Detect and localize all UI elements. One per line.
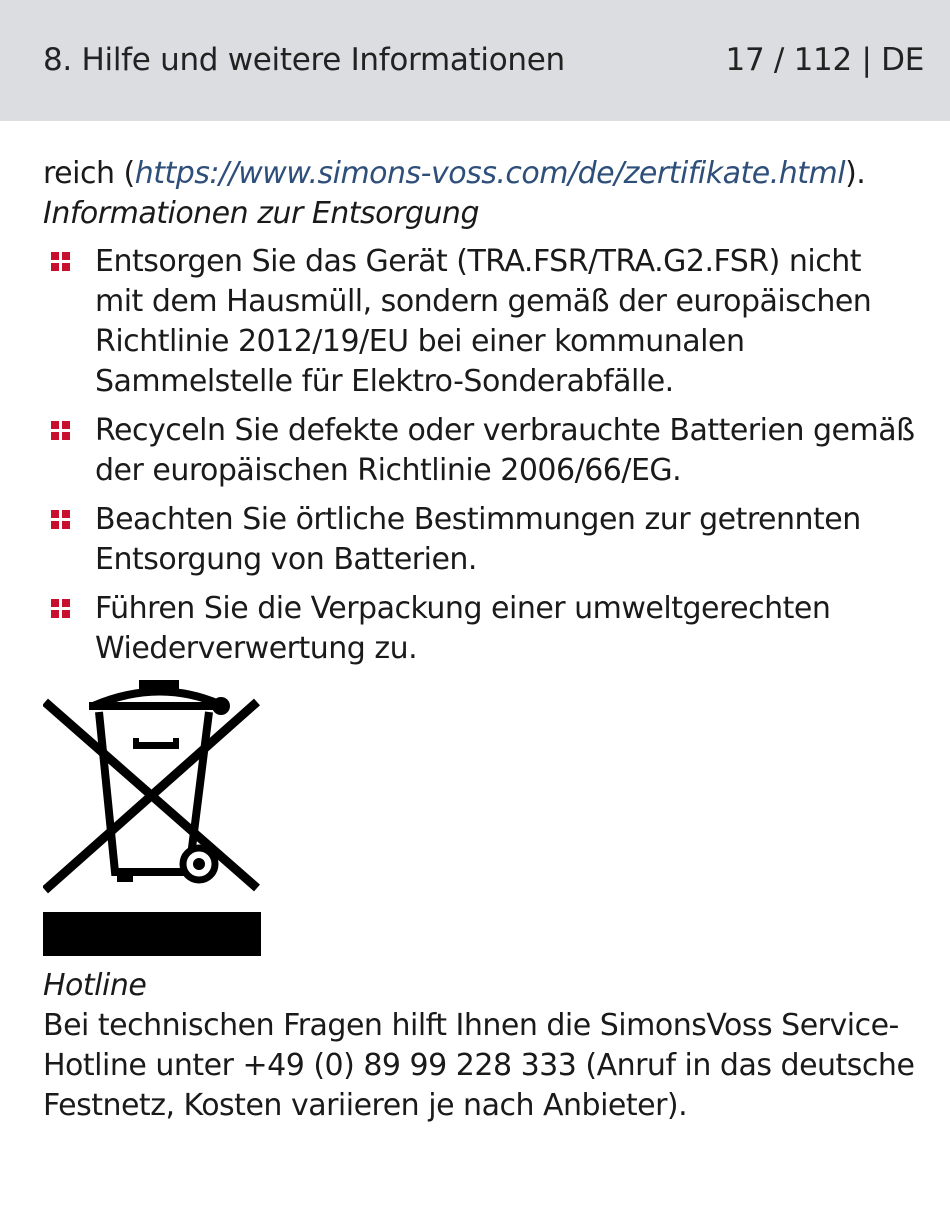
- intro-line: [43, 154, 933, 194]
- list-item-line: Entsorgung von Batterien.: [95, 542, 477, 577]
- section-title: 8. Hilfe und weitere Informationen: [43, 42, 565, 78]
- list-item: [43, 411, 933, 491]
- crossed-out-wheelie-bin-icon: [43, 678, 261, 956]
- disposal-list: [43, 242, 933, 669]
- list-item-line: Entsorgen Sie das Gerät (TRA.FSR/TRA.G2.FSR) nicht: [95, 244, 862, 279]
- bullet-icon: [51, 252, 71, 272]
- main-content: [43, 154, 933, 678]
- disposal-heading: Informationen zur Entsorgung: [43, 196, 479, 231]
- bullet-icon: [51, 510, 71, 530]
- hotline-line: Bei technischen Fragen hilft Ihnen die SimonsVoss Service-: [43, 1008, 899, 1043]
- list-item: [43, 500, 933, 580]
- intro-suffix: ).: [845, 156, 866, 191]
- list-item-line: Beachten Sie örtliche Bestimmungen zur getrennten: [95, 502, 861, 537]
- list-item-line: Recyceln Sie defekte oder verbrauchte Batterien gemäß: [95, 413, 915, 448]
- list-item-line: der europäischen Richtlinie 2006/66/EG.: [95, 453, 682, 488]
- list-item-line: Wiederverwertung zu.: [95, 631, 418, 666]
- hotline-section: [43, 966, 933, 1126]
- list-item-line: Sammelstelle für Elektro-Sonderabfälle.: [95, 364, 674, 399]
- page-header: [0, 0, 950, 121]
- list-item-line: mit dem Hausmüll, sondern gemäß der europäischen: [95, 284, 872, 319]
- list-item-line: Führen Sie die Verpackung einer umweltgerechten: [95, 591, 831, 626]
- page-indicator: 17 / 112 | DE: [725, 42, 924, 78]
- certificates-link[interactable]: https://www.simons-voss.com/de/zertifikate.html: [134, 156, 846, 191]
- intro-prefix: reich (: [43, 156, 135, 191]
- list-item: [43, 589, 933, 669]
- hotline-heading: Hotline: [43, 968, 147, 1003]
- bullet-icon: [51, 421, 71, 441]
- hotline-line: Festnetz, Kosten variieren je nach Anbieter).: [43, 1088, 688, 1123]
- list-item: [43, 242, 933, 402]
- list-item-line: Richtlinie 2012/19/EU bei einer kommunalen: [95, 324, 745, 359]
- bullet-icon: [51, 599, 71, 619]
- hotline-line: Hotline unter +49 (0) 89 99 228 333 (Anruf in das deutsche: [43, 1048, 915, 1083]
